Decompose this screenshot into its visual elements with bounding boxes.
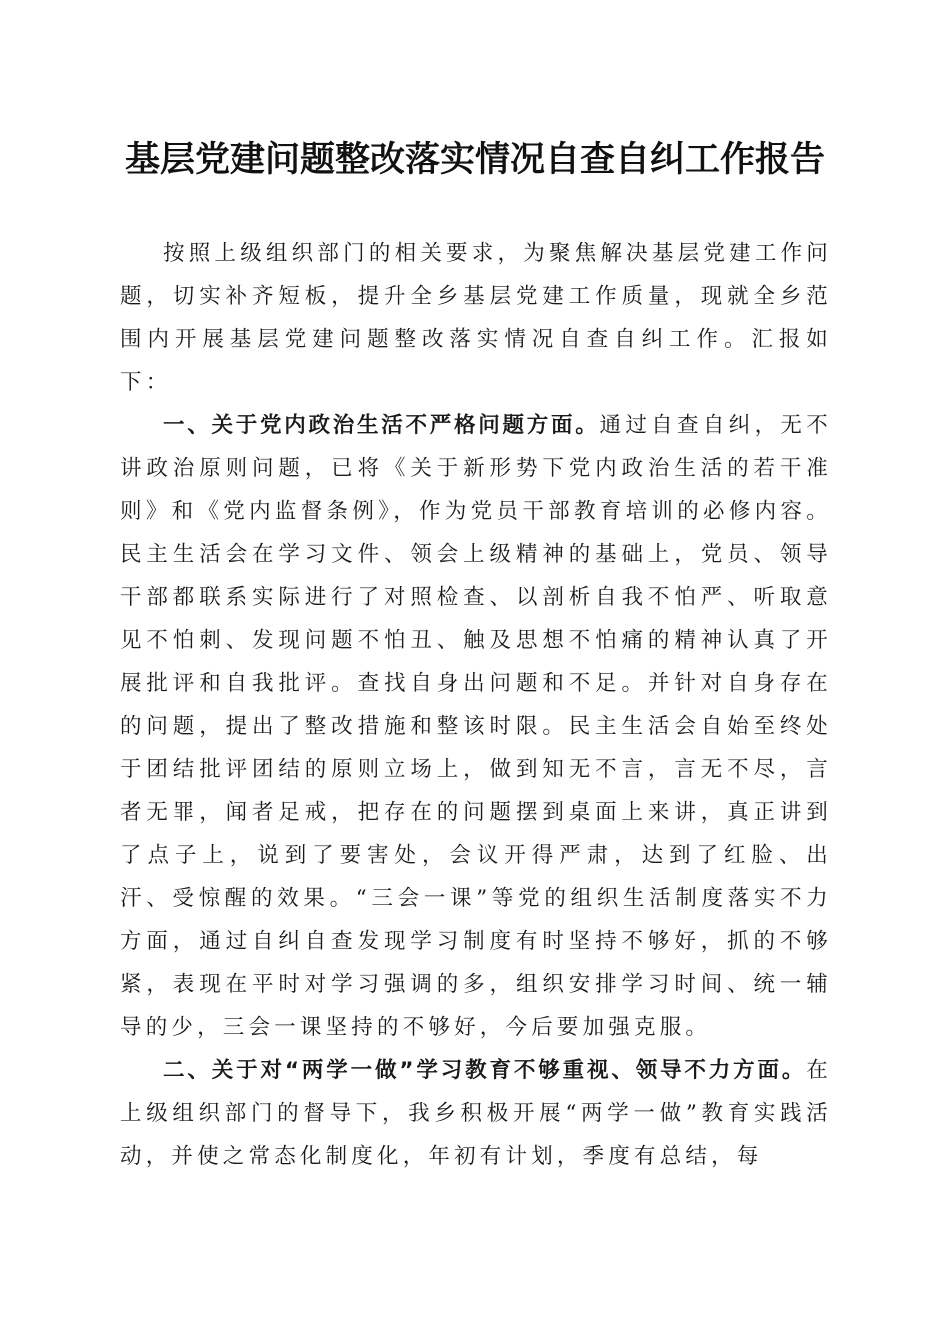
document-body: [120, 232, 832, 1178]
section-heading-1: 一、关于党内政治生活不严格问题方面。: [163, 413, 600, 438]
section-text-1: 通过自查自纠，无不讲政治原则问题，已将《关于新形势下党内政治生活的若干准则》和《党内监督条例》，作为党员干部教育培训的必修内容。民主生活会在学习文件、领会上级精神的基础上，党员、领导干部都联系实际进行了对照检查、以剖析自我不怕严、听取意见不怕刺、发现问题不怕丑、触及思想不怕痛的精神认真了开展批评和自我批评。查找自身出问题和不足。并针对自身存在的问题，提出了整改措施和整该时限。民主生活会自始至终处于团结批评团结的原则立场上，做到知无不言，言无不尽，言者无罪，闻者足戒，把存在的问题摆到桌面上来讲，真正讲到了点子上，说到了要害处，会议开得严肃，达到了红脸、出汗、受惊醒的效果。“三会一课”等党的组织生活制度落实不力方面，通过自纠自查发现学习制度有时坚持不够好，抓的不够紧，表现在平时对学习强调的多，组织安排学习时间、统一辅导的少，三会一课坚持的不够好，今后要加强克服。: [120, 413, 832, 1040]
document-title: 基层党建问题整改落实情况自查自纠工作报告: [124, 139, 825, 180]
section-paragraph-2: [120, 1049, 832, 1178]
section-text-2: 在上级组织部门的督导下，我乡积极开展“两学一做”教育实践活动，并使之常态化制度化，年初有计划，季度有总结，每: [120, 1058, 832, 1169]
section-paragraph-1: [120, 404, 832, 1049]
intro-paragraph: 按照上级组织部门的相关要求，为聚焦解决基层党建工作问题，切实补齐短板，提升全乡基层党建工作质量，现就全乡范围内开展基层党建问题整改落实情况自查自纠工作。汇报如下：: [120, 241, 832, 395]
section-heading-2: 二、关于对“两学一做”学习教育不够重视、领导不力方面。: [163, 1058, 807, 1083]
